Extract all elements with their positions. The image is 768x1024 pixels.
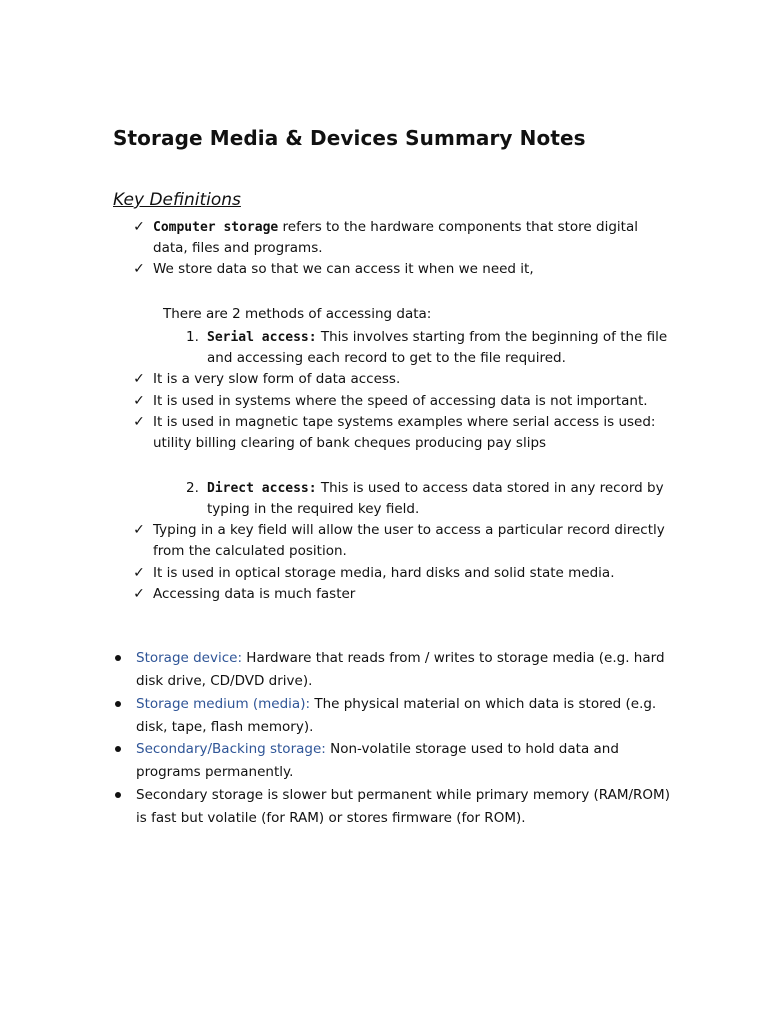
- term-serial-access: Serial access:: [207, 330, 317, 345]
- definition-computer-storage: Computer storage refers to the hardware components that store digital: [153, 219, 638, 235]
- storage-term-secondary: Secondary/Backing storage: Non-volatile storage used to hold data and: [136, 741, 619, 757]
- bullet-icon: [115, 746, 121, 752]
- storage-term-medium-cont: disk, tape, flash memory).: [136, 719, 314, 735]
- check-icon: ✓: [133, 586, 145, 602]
- check-icon: ✓: [133, 522, 145, 538]
- check-icon: ✓: [133, 565, 145, 581]
- term-secondary-storage: Secondary/Backing storage:: [136, 741, 326, 757]
- bullet-icon: [115, 655, 121, 661]
- list-number: 2.: [186, 480, 199, 496]
- term-storage-device: Storage device:: [136, 650, 243, 666]
- storage-comparison: Secondary storage is slower but permanent while primary memory (RAM/ROM): [136, 787, 670, 803]
- check-icon: ✓: [133, 261, 145, 277]
- direct-point: Typing in a key field will allow the user to access a particular record directly: [153, 522, 665, 538]
- storage-term-device: Storage device: Hardware that reads from / writes to storage media (e.g. hard: [136, 650, 665, 666]
- serial-point: It is a very slow form of data access.: [153, 371, 401, 387]
- definition-computer-storage-cont: data, files and programs.: [153, 240, 323, 256]
- direct-access-definition: Direct access: This is used to access data stored in any record by: [207, 480, 664, 496]
- direct-access-definition-cont: typing in the required key field.: [207, 501, 420, 517]
- storage-term-medium: Storage medium (media): The physical material on which data is stored (e.g.: [136, 696, 657, 712]
- section-heading-key-definitions: Key Definitions: [113, 190, 241, 210]
- serial-point: It is used in systems where the speed of accessing data is not important.: [153, 393, 648, 409]
- bullet-icon: [115, 701, 121, 707]
- storage-term-secondary-cont: programs permanently.: [136, 764, 294, 780]
- serial-access-definition: Serial access: This involves starting from the beginning of the file: [207, 329, 668, 345]
- check-icon: ✓: [133, 219, 145, 235]
- serial-access-definition-cont: and accessing each record to get to the file required.: [207, 350, 566, 366]
- storage-term-device-cont: disk drive, CD/DVD drive).: [136, 673, 313, 689]
- serial-point: It is used in magnetic tape systems examples where serial access is used:: [153, 414, 656, 430]
- storage-comparison-cont: is fast but volatile (for RAM) or stores firmware (for ROM).: [136, 810, 526, 826]
- serial-point-cont: utility billing clearing of bank cheques producing pay slips: [153, 435, 547, 451]
- list-number: 1.: [186, 329, 199, 345]
- check-icon: ✓: [133, 414, 145, 430]
- term-computer-storage: Computer storage: [153, 220, 279, 235]
- direct-point: Accessing data is much faster: [153, 586, 356, 602]
- direct-point: It is used in optical storage media, hard disks and solid state media.: [153, 565, 615, 581]
- definition-why-store: We store data so that we can access it when we need it,: [153, 261, 534, 277]
- page-title: Storage Media & Devices Summary Notes: [113, 126, 586, 150]
- check-icon: ✓: [133, 393, 145, 409]
- term-storage-medium: Storage medium (media):: [136, 696, 311, 712]
- bullet-icon: [115, 792, 121, 798]
- methods-intro: There are 2 methods of accessing data:: [163, 306, 432, 322]
- term-direct-access: Direct access:: [207, 481, 317, 496]
- check-icon: ✓: [133, 371, 145, 387]
- direct-point-cont: from the calculated position.: [153, 543, 347, 559]
